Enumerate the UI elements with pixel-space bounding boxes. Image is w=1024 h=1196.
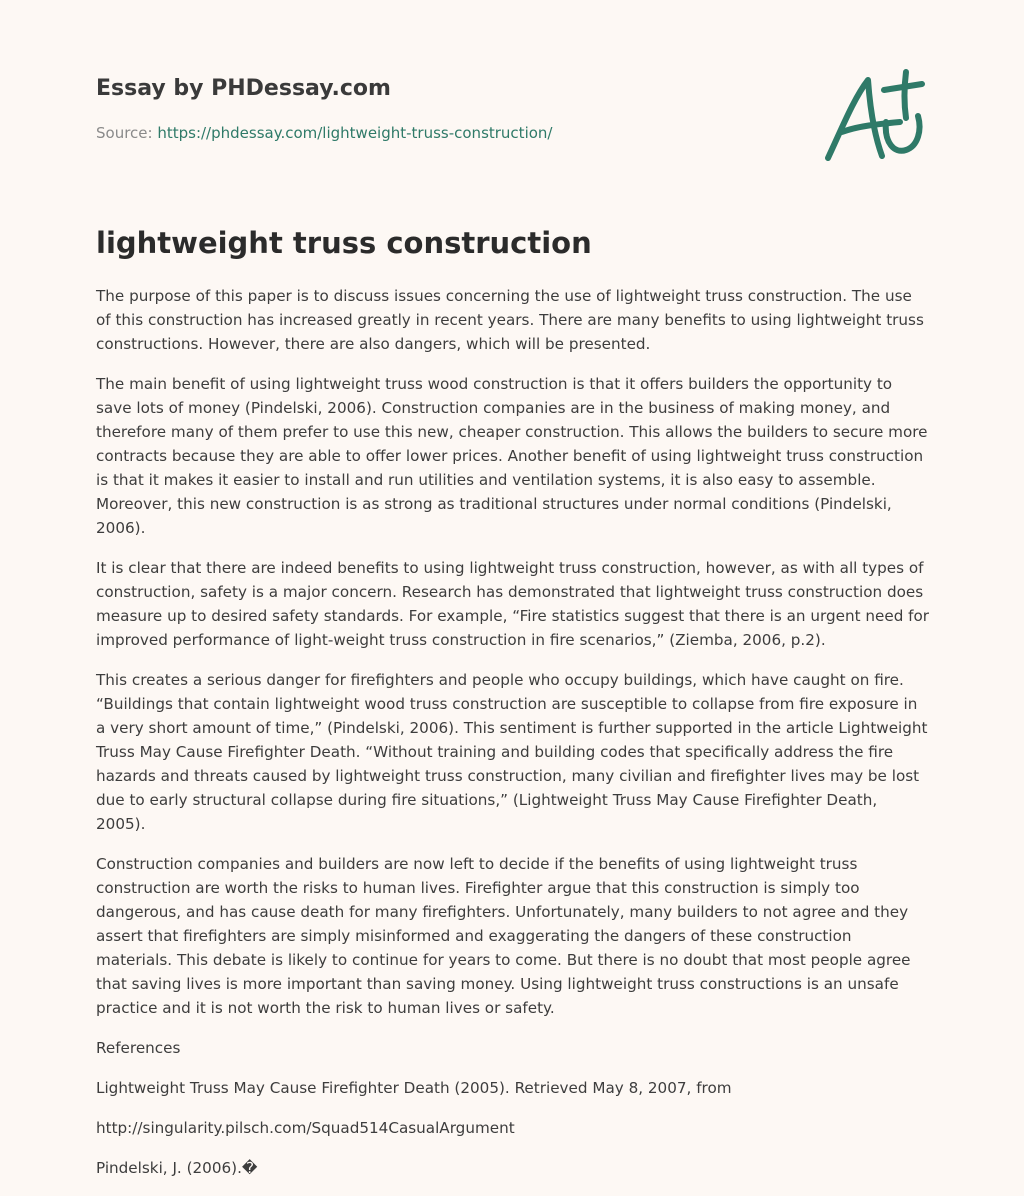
paragraph: It is clear that there are indeed benefits to using lightweight truss construction, however, as with all types of construction, safety is a major concern. Research has demonstrated that lightweight truss construction does measure up to desired safety standards. For example, “Fire statistics suggest that there is an urgent need for improved performance of light-weight truss construction in fire scenarios,” (Ziemba, 2006, p.2). (96, 559, 930, 649)
source-label: Source: (96, 124, 158, 142)
reference-item: Lightweight Truss May Cause Firefighter Death (2005). Retrieved May 8, 2007, from (96, 1079, 732, 1097)
essay-body (96, 284, 930, 1196)
source-link[interactable]: https://phdessay.com/lightweight-truss-construction/ (157, 124, 553, 142)
reference-item: Pindelski, J. (2006).� (96, 1159, 258, 1177)
essay-title: lightweight truss construction (96, 226, 592, 260)
a-plus-logo-icon (820, 68, 930, 168)
paragraph: The purpose of this paper is to discuss issues concerning the use of lightweight truss construction. The use of this construction has increased greatly in recent years. There are many benefits to using lightweight truss constructions. However, there are also dangers, which will be presented. (96, 287, 924, 353)
reference-url: http://singularity.pilsch.com/Squad514CasualArgument (96, 1119, 515, 1137)
source-line (96, 124, 552, 142)
references-heading: References (96, 1039, 181, 1057)
site-title: Essay by PHDessay.com (96, 76, 391, 101)
paragraph: The main benefit of using lightweight truss wood construction is that it offers builders the opportunity to save lots of money (Pindelski, 2006). Construction companies are in the business of making money, and therefore many of them prefer to use this new, cheaper construction. This allows the builders to secure more contracts because they are able to offer lower prices. Another benefit of using lightweight truss construction is that it makes it easier to install and run utilities and ventilation systems, it is also easy to assemble. Moreover, this new construction is as strong as traditional structures under normal conditions (Pindelski, 2006). (96, 375, 928, 537)
paragraph: Construction companies and builders are now left to decide if the benefits of using lightweight truss construction are worth the risks to human lives. Firefighter argue that this construction is simply too dangerous, and has cause death for many firefighters. Unfortunately, many builders to not agree and they assert that firefighters are simply misinformed and exaggerating the dangers of these construction materials. This debate is likely to continue for years to come. But there is no doubt that most people agree that saving lives is more important than saving money. Using lightweight truss constructions is an unsafe practice and it is not worth the risk to human lives or safety. (96, 855, 911, 1017)
paragraph: This creates a serious danger for firefighters and people who occupy buildings, which have caught on fire. “Buildings that contain lightweight wood truss construction are susceptible to collapse from fire exposure in a very short amount of time,” (Pindelski, 2006). This sentiment is further supported in the article Lightweight Truss May Cause Firefighter Death. “Without training and building codes that specifically address the fire hazards and threats caused by lightweight truss construction, many civilian and firefighter lives may be lost due to early structural collapse during fire situations,” (Lightweight Truss May Cause Firefighter Death, 2005). (96, 671, 928, 833)
